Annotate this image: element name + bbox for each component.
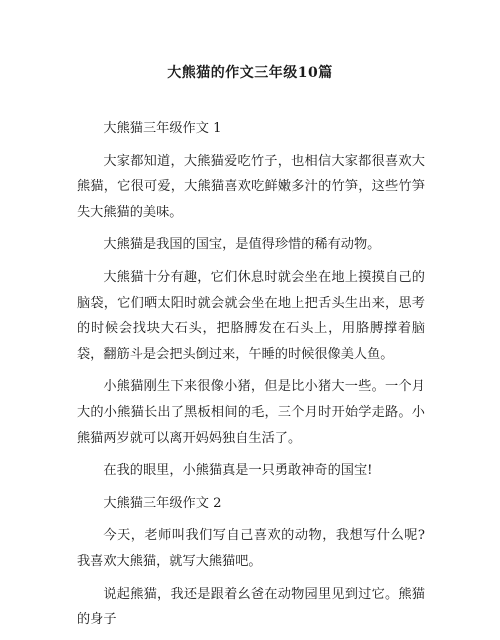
paragraph: 在我的眼里，小熊猫真是一只勇敢神奇的国宝! bbox=[103, 463, 373, 479]
paragraph: 说起熊猫，我还是跟着幺爸在动物园里见到过它。熊猫的身子 bbox=[77, 586, 425, 628]
paragraph: 今天，老师叫我们写自己喜欢的动物，我想写什么呢?我喜欢大熊猫，就写大熊猫吧。 bbox=[77, 528, 425, 569]
paragraph: 大家都知道，大熊猫爱吃竹子，也相信大家都很喜欢大熊猫，它很可爱，大熊猫喜欢吃鲜嫩多汁的竹笋，这些竹笋失大熊猫的美味。 bbox=[77, 153, 425, 220]
document-body bbox=[77, 116, 425, 640]
section-heading-2: 大熊猫三年级作文 2 bbox=[103, 495, 222, 511]
paragraph: 小熊猫刚生下来很像小猪，但是比小猪大一些。一个月大的小熊猫长出了黑板相间的毛，三个月时开始学走路。小熊猫两岁就可以离开妈妈独自生活了。 bbox=[77, 379, 425, 446]
section-heading-1: 大熊猫三年级作文 1 bbox=[103, 121, 222, 136]
paragraph: 大熊猫十分有趣，它们休息时就会坐在地上摸摸自己的脑袋，它们晒太阳时就会就会坐在地上把舌头生出来，思考的时候会找块大石头，把胳膊发在石头上，用胳膊撑着脑袋，翻筋斗是会把头倒过来，午睡的时候很像美人鱼。 bbox=[77, 269, 425, 362]
document-title: 大熊猫的作文三年级10篇 bbox=[167, 65, 333, 81]
paragraph: 大熊猫是我国的国宝，是值得珍惜的稀有动物。 bbox=[103, 237, 381, 253]
